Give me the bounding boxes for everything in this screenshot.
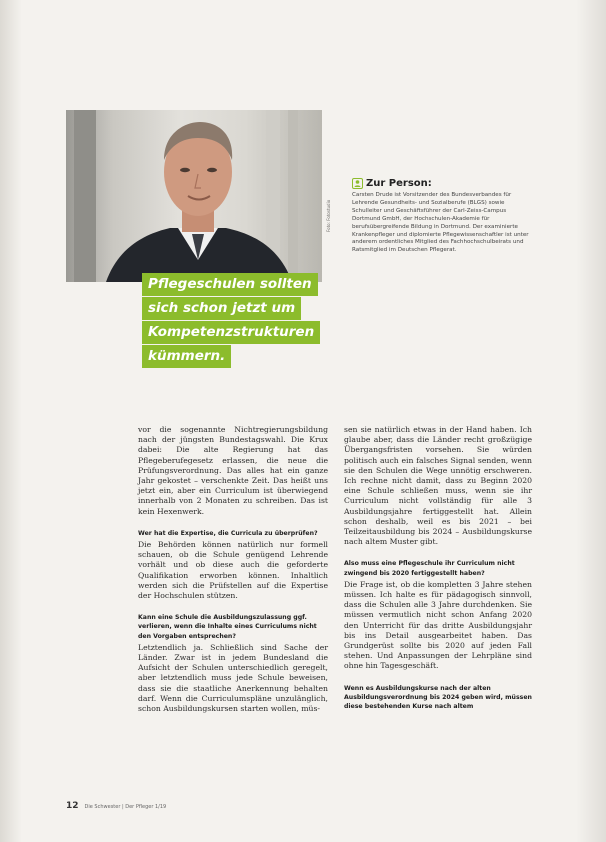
- bio-text: Carsten Drude ist Vorsitzender des Bundesverbandes für Lehrende Gesundheits- und Sozialberufe (BLGS) sowie Schulleiter und Geschäftsführer der Carl-Zeiss-Campus Dortmund GmbH, der Hochschulen-Akademie für berufsübergreifende Bildung in Dortmund. Der examinierte Krankenpfleger und diplomierte Pflegewissenschaftler ist unter anderem ordentliches Mitglied des Fachhochschulbeirats und Ratsmitglied im Deutschen Pflegerat.: [352, 192, 529, 254]
- interview-question: Wer hat die Expertise, die Curricula zu überprüfen?: [138, 529, 318, 537]
- interview-question: Kann eine Schule die Ausbildungszulassung ggf. verlieren, wenn die Inhalte eines Curriculums nicht den Vorgaben entsprechen?: [138, 614, 317, 640]
- magazine-title: Die Schwester | Der Pfleger 1/19: [84, 804, 167, 810]
- paragraph: sen sie natürlich etwas in der Hand haben. Ich glaube aber, dass die Länder recht großzügige Übergangsfristen vorsehen. Sie würden politisch auch ein falsches Signal senden, wenn sie den Schulen die Wege unnötig erschweren. Ich rechne nicht damit, dass zu Beginn 2020 eine Schule schließen muss, wenn sie ihr Curriculum nicht vollständig für alle 3 Ausbildungsjahre fertiggestellt hat. Allein schon deshalb, weil es bis 2021 – bei Teilzeitausbildung bis 2024 – Ausbildungskurse nach altem Muster gibt.: [344, 425, 532, 547]
- pull-quote-line: Kompetenzstrukturen: [142, 321, 320, 344]
- article-column-2: [344, 425, 532, 713]
- bio-heading: Zur Person:: [366, 178, 432, 189]
- pull-quote-line: Pflegeschulen sollten: [142, 273, 318, 296]
- article-column-1: [138, 425, 328, 714]
- bio-heading-row: [352, 178, 536, 189]
- page-edge-shadow: [0, 0, 22, 842]
- interview-question: Wenn es Ausbildungskurse nach der alten Ausbildungsverordnung bis 2024 geben wird, müssen diese bestehenden Kurse nach altem: [344, 684, 532, 711]
- paragraph: Die Frage ist, ob die kompletten 3 Jahre stehen müssen. Ich halte es für pädagogisch sinnvoll, dass die Schulen alle 3 Jahre durchdenken. Sie müssen vermutlich nicht schon Anfang 2020 den Unterricht für das dritte Ausbildungsjahr bis ins Detail ausgearbeitet haben. Das Grundgerüst sollte bis 2020 auf jeden Fall stehen. Und Anpassungen der Lehrpläne sind ohne hin Tagesgeschäft.: [344, 579, 532, 671]
- person-icon: [352, 178, 363, 189]
- paragraph: vor die sogenannte Nichtregierungsbildung nach der jüngsten Bundestagswahl. Die Krux dabei: Die alte Regierung hat das Pflegeberufegesetz erlassen, die neue die Prüfungsverordnung. Das alles hat ein ganze Jahr gekostet – verschenkte Zeit. Das heißt uns jetzt ein, aber ein Curriculum ist überwiegend innerhalb von 2 Monaten zu schreiben. Das ist kein Hexenwerk.: [138, 425, 328, 516]
- pull-quote-line: kümmern.: [142, 345, 231, 368]
- portrait-photo: [66, 110, 322, 282]
- page-number: 12: [66, 801, 79, 811]
- bio-box: [352, 178, 536, 255]
- page-edge-shadow: [576, 0, 606, 842]
- pull-quote-line: sich schon jetzt um: [142, 297, 301, 320]
- paragraph: Die Behörden können natürlich nur formell schauen, ob die Schule genügend Lehrende vorhält und ob diese auch die geforderte Qualifikation erworben können. Inhaltlich werden sich die Prüfstellen auf die Expertise der Hochschulen stützen.: [138, 540, 328, 601]
- pull-quote: [142, 273, 315, 369]
- page-footer: [66, 801, 166, 811]
- interview-question: Also muss eine Pflegeschule ihr Curriculum nicht zwingend bis 2020 fertiggestellt haben?: [344, 560, 515, 577]
- photo-credit: Foto: Fotostudio: [326, 199, 331, 232]
- paragraph: Letztendlich ja. Schließlich sind Sache der Länder. Zwar ist in jedem Bundesland die Aufsicht der Schulen unterschiedlich geregelt, aber letztendlich muss jede Schule beweisen, dass sie die staatliche Anerkennung behalten darf. Wenn die Curriculumspläne unzulänglich, schon Ausbildungskursen starten wollen, müs-: [138, 642, 328, 714]
